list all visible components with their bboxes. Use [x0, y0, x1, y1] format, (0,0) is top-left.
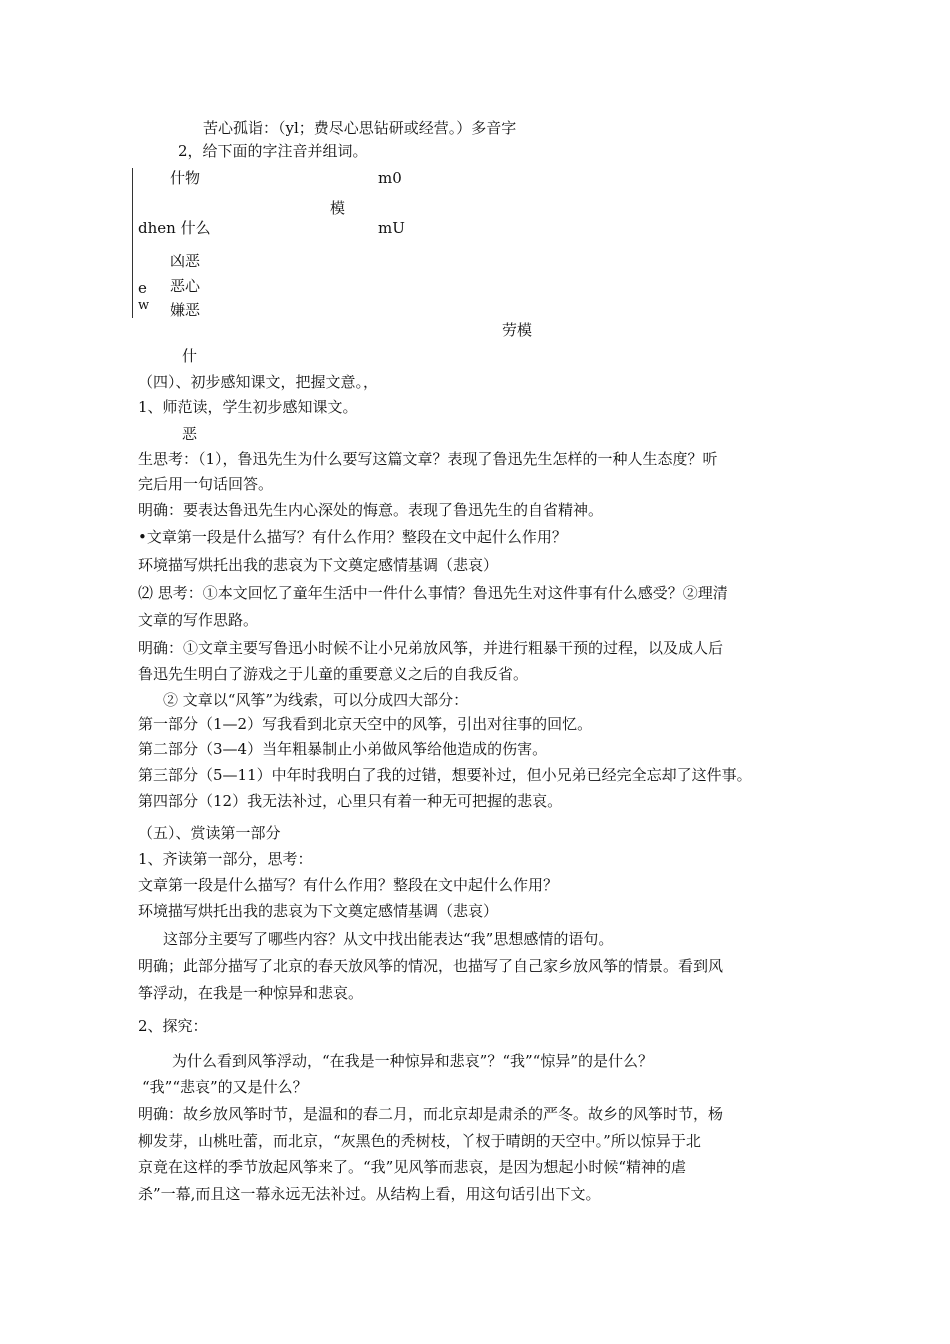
text-line: 为什么看到风筝浮动，“在我是一种惊异和悲哀”？“我”“惊异”的是什么？: [172, 1052, 654, 1070]
text-line: ⑵ 思考：①本文回忆了童年生活中一件什么事情？鲁迅先生对这件事有什么感受？②理清: [138, 584, 728, 602]
text-line: 明确；此部分描写了北京的春天放风筝的情况，也描写了自己家乡放风筝的情景。看到风: [138, 957, 724, 975]
text-line: 生思考：（1），鲁迅先生为什么要写这篇文章？表现了鲁迅先生怎样的一种人生态度？听: [138, 450, 718, 468]
text-line: 明确：①文章主要写鲁迅小时候不让小兄弟放风筝，并进行粗暴干预的过程，以及成人后: [138, 639, 724, 657]
text-line: 环境描写烘托出我的悲哀为下文奠定感情基调（悲哀）: [138, 902, 499, 920]
text-line: ② 文章以“风筝”为线索，可以分成四大部分：: [163, 691, 469, 709]
text-line: “我”“悲哀”的又是什么？: [142, 1078, 308, 1096]
text-line: 第一部分（1—2）写我看到北京天空中的风筝，引出对往事的回忆。: [138, 715, 593, 733]
text-line: 这部分主要写了哪些内容？从文中找出能表达“我”思想感情的语句。: [163, 930, 614, 948]
text-line: 鲁迅先生明白了游戏之于儿童的重要意义之后的自我反省。: [138, 665, 529, 683]
text-line: 文章第一段是什么描写？有什么作用？整段在文中起什么作用？: [138, 876, 559, 894]
text-line: 明确：故乡放风筝时节，是温和的春二月，而北京却是肃杀的严冬。故乡的风筝时节，杨: [138, 1105, 724, 1123]
text-line: 第二部分（3—4）当年粗暴制止小弟做风筝给他造成的伤害。: [138, 740, 548, 758]
text-line: 环境描写烘托出我的悲哀为下文奠定感情基调（悲哀）: [138, 556, 499, 574]
text-line: 柳发芽，山桃吐蕾，而北京，“灰黑色的秃树枝，丫杈于晴朗的天空中。”所以惊异于北: [138, 1132, 701, 1150]
text-line: （五）、赏读第一部分: [138, 824, 281, 842]
text-line: 文章的写作思路。: [138, 611, 259, 629]
text-line: 1、齐读第一部分，思考：: [138, 850, 313, 868]
text-line: m0: [378, 169, 402, 187]
text-line: 恶: [182, 425, 198, 443]
text-line: e: [138, 279, 147, 297]
text-line: 什: [182, 347, 198, 365]
text-line: 2、探究：: [138, 1017, 208, 1035]
text-line: 明确：要表达鲁迅先生内心深处的悔意。表现了鲁迅先生的自省精神。: [138, 501, 604, 519]
text-line: 恶心: [170, 277, 201, 295]
text-line: 凶恶: [170, 252, 201, 270]
text-line: 第四部分（12）我无法补过，心里只有着一种无可把握的悲哀。: [138, 792, 563, 810]
text-line: 完后用一句话回答。: [138, 475, 274, 493]
text-line: w: [138, 298, 150, 313]
bracket-line: [132, 168, 133, 318]
text-line: •文章第一段是什么描写？有什么作用？整段在文中起什么作用？: [138, 528, 567, 546]
text-line: 京竟在这样的季节放起风筝来了。“我”见风筝而悲哀，是因为想起小时候“精神的虐: [138, 1158, 687, 1176]
text-line: 苦心孤诣：（yl；费尽心思钻研或经营。）多音字: [203, 119, 517, 137]
text-line: 杀”一幕,而且这一幕永远无法补过。从结构上看，用这句话引出下文。: [138, 1185, 601, 1203]
text-line: 筝浮动，在我是一种惊异和悲哀。: [138, 984, 364, 1002]
text-line: （四）、初步感知课文，把握文意。，: [138, 373, 379, 391]
text-line: 第三部分（5—11）中年时我明白了我的过错，想要补过，但小兄弟已经完全忘却了这件事。: [138, 766, 752, 784]
text-line: 模: [330, 199, 346, 217]
text-line: 1、师范读，学生初步感知课文。: [138, 398, 358, 416]
text-line: dhen 什么: [138, 219, 211, 237]
text-line: 2，给下面的字注音并组词。: [178, 142, 368, 160]
text-line: 嫌恶: [170, 301, 201, 319]
text-line: mU: [378, 219, 405, 237]
text-line: 什物: [170, 169, 201, 187]
text-line: 劳模: [502, 321, 533, 339]
